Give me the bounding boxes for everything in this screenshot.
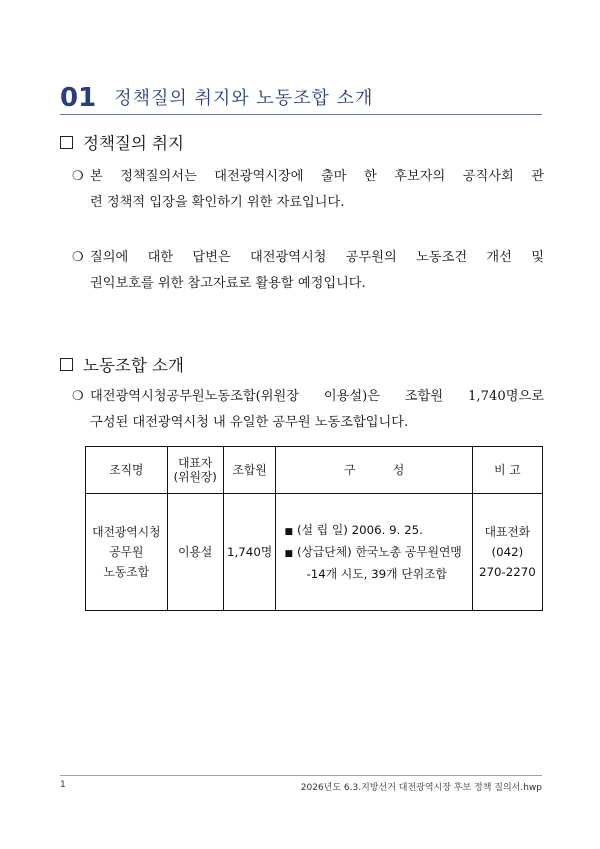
union-info-table bbox=[85, 446, 543, 611]
header-org: 조직명 bbox=[86, 447, 168, 494]
chapter-title: 정책질의 취지와 노동조합 소개 bbox=[114, 88, 374, 109]
table-row bbox=[86, 494, 543, 611]
cell-composition: ■ (설 립 일) 2006. 9. 25. ■ (상급단체) 한국노총 공무원연맹 -14개 시도, 39개 단위조합 bbox=[276, 494, 472, 611]
section-heading-purpose bbox=[60, 130, 184, 154]
section-heading-union bbox=[60, 352, 184, 376]
circle-bullet-icon: ❍ bbox=[72, 169, 84, 184]
paragraph-line: ❍ 본 정책질의서는 대전광역시장에 출마 한 후보자의 공직사회 관 bbox=[72, 164, 544, 190]
paragraph-purpose-2 bbox=[72, 245, 544, 297]
paragraph-line: 권익보호를 위한 참고자료로 활용할 예정입니다. bbox=[90, 276, 366, 291]
cell-org: 대전광역시청 공무원 노동조합 bbox=[86, 494, 168, 611]
section-title: 정책질의 취지 bbox=[83, 134, 184, 153]
paragraph-line: 구성된 대전광역시청 내 유일한 공무원 노동조합입니다. bbox=[90, 415, 409, 430]
square-bullet-icon: ■ bbox=[284, 549, 293, 559]
page-number: 1 bbox=[60, 780, 66, 790]
circle-bullet-icon: ❍ bbox=[72, 250, 84, 265]
chapter-number: 01 bbox=[60, 83, 97, 113]
square-bullet-icon: ■ bbox=[284, 527, 293, 537]
circle-bullet-icon: ❍ bbox=[72, 389, 84, 404]
section-title: 노동조합 소개 bbox=[83, 356, 184, 375]
page-footer bbox=[60, 775, 542, 794]
paragraph-union-1 bbox=[72, 384, 544, 436]
header-members: 조합원 bbox=[223, 447, 276, 494]
checkbox-square-icon bbox=[60, 136, 73, 149]
header-remarks: 비 고 bbox=[472, 447, 542, 494]
paragraph-line: 련 정책적 입장을 확인하기 위한 자료입니다. bbox=[90, 195, 345, 210]
paragraph-line: ❍ 질의에 대한 답변은 대전광역시청 공무원의 노동조건 개선 및 bbox=[72, 245, 544, 271]
cell-members: 1,740명 bbox=[223, 494, 276, 611]
file-name: 2026년도 6.3.지방선거 대전광역시장 후보 정책 질의서.hwp bbox=[300, 783, 542, 793]
paragraph-line: ❍ 대전광역시청공무원노동조합(위원장 이용설)은 조합원 1,740명으로 bbox=[72, 384, 544, 410]
cell-representative: 이용설 bbox=[167, 494, 223, 611]
cell-remarks: 대표전화 (042) 270-2270 bbox=[472, 494, 542, 611]
checkbox-square-icon bbox=[60, 358, 73, 371]
paragraph-purpose-1 bbox=[72, 164, 544, 216]
table-header-row bbox=[86, 447, 543, 494]
chapter-heading bbox=[60, 78, 542, 115]
header-composition: 구 성 bbox=[276, 447, 472, 494]
header-representative: 대표자 (위원장) bbox=[167, 447, 223, 494]
